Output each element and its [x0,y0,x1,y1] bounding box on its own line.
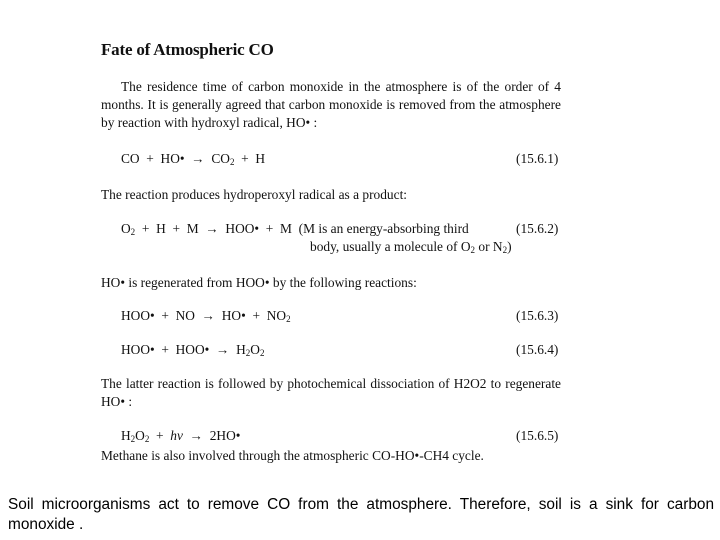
equation-15-6-2-note-line2-text: body, usually a molecule of [310,239,458,254]
paragraph-regeneration: HO• is regenerated from HOO• by the following reactions: [101,275,417,290]
paragraph-hydroperoxyl: The reaction produces hydroperoxyl radical as a product: [101,187,408,202]
paragraph-methane: Methane is also involved through the atmospheric CO-HO•-CH4 cycle. [101,448,484,463]
equation-15-6-2-note-line1: (M is an energy-absorbing third [298,221,469,236]
equation-number-15-6-1: (15.6.1) [516,151,559,166]
paragraph-residence-time-text: The residence time of carbon monoxide in the atmosphere is of the order of 4 months. It is generally agreed that carbon monoxide is removed from the atmosphere by reaction with hydroxyl radical, HO• : [101,79,561,130]
equation-number-15-6-4: (15.6.4) [516,342,559,357]
equation-number-15-6-5: (15.6.5) [516,428,559,443]
equation-15-6-4: HOO• + HOO• → $H_2O_2$ [121,342,265,358]
equation-15-6-5: $H_2O_2 + h\nu$ → 2HO• [121,428,241,444]
equation-15-6-3: HOO• + NO → HO• + $NO_2$ [121,308,291,324]
page-title: Fate of Atmospheric CO [101,40,274,59]
equation-15-6-2-note-line2: body, usually a molecule of $O_2$ or $N_2$) [310,239,512,255]
equation-15-6-1: CO + HO• → $CO_2 + H$ [121,151,266,167]
paragraph-residence-time [101,78,561,132]
paragraph-photochemical: The latter reaction is followed by photochemical dissociation of H2O2 to regenerate HO• : [101,376,561,409]
equation-number-15-6-2: (15.6.2) [516,221,559,236]
slide-caption: Soil microorganisms act to remove CO from the atmosphere. Therefore, soil is a sink for carbon monoxide . [8,496,714,533]
equation-15-6-2: $O_2 + H + M$ → HOO• + M (M is an energy-absorbing third [121,221,469,237]
equation-number-15-6-3: (15.6.3) [516,308,559,323]
